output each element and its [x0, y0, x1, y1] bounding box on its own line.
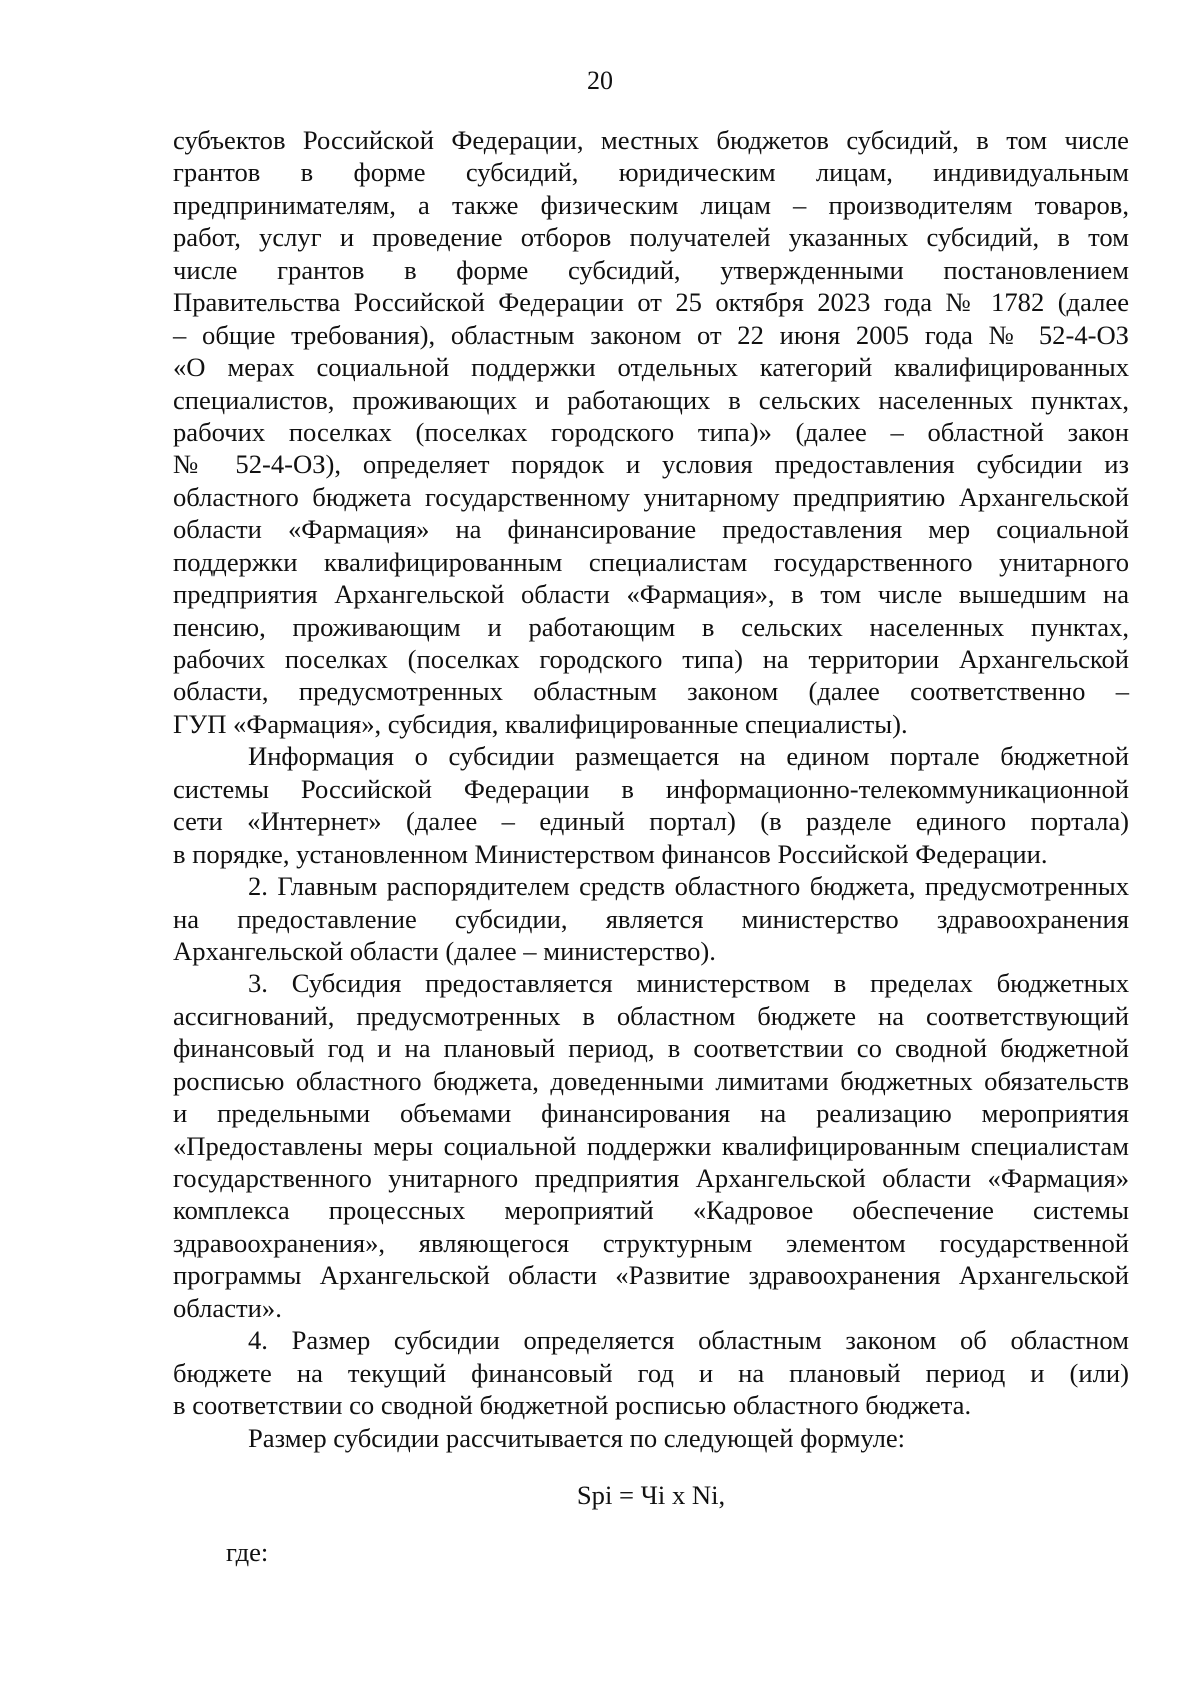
text-line: бюджете на текущий финансовый год и на плановый период и (или): [173, 1357, 1129, 1388]
text-line: сети «Интернет» (далее – единый портал) (в разделе единого портала): [173, 806, 1129, 837]
text-line: государственного унитарного предприятия Архангельской области «Фармация»: [173, 1163, 1129, 1193]
text-line: росписью областного бюджета, доведенными лимитами бюджетных обязательств: [173, 1065, 1129, 1096]
text-line: на предоставление субсидии, является министерство здравоохранения: [173, 903, 1129, 934]
page-number: 20: [587, 66, 613, 95]
text-line: Размер субсидии рассчитывается по следующей формуле:: [248, 1422, 906, 1453]
where-label: где:: [226, 1537, 269, 1568]
text-line: системы Российской Федерации в информационно-телекоммуникационной: [173, 773, 1129, 804]
formula: Spi = Чi x Ni,: [576, 1479, 726, 1510]
text-line: области».: [173, 1292, 282, 1323]
text-line: «Предоставлены меры социальной поддержки квалифицированным специалистам: [173, 1130, 1129, 1161]
paragraph: [173, 1324, 1129, 1421]
text-line: программы Архангельской области «Развитие здравоохранения Архангельской: [173, 1260, 1129, 1291]
text-line: рабочих поселках (поселках городского типа)» (далее – областной закон: [173, 416, 1129, 447]
text-line: субъектов Российской Федерации, местных бюджетов субсидий, в том числе: [173, 125, 1129, 155]
text-line: областного бюджета государственному унитарному предприятию Архангельской: [173, 481, 1129, 512]
text-line: поддержки квалифицированным специалистам государственного унитарного: [173, 546, 1129, 577]
text-line: рабочих поселках (поселках городского типа) на территории Архангельской: [173, 644, 1129, 674]
text-line: – общие требования), областным законом от 22 июня 2005 года № 52-4-ОЗ: [173, 319, 1129, 350]
text-line: в порядке, установленном Министерством финансов Российской Федерации.: [173, 838, 1048, 869]
text-line: 2. Главным распорядителем средств областного бюджета, предусмотренных: [248, 871, 1129, 902]
text-line: 4. Размер субсидии определяется областным законом об областном: [248, 1325, 1129, 1356]
text-line: и предельными объемами финансирования на реализацию мероприятия: [173, 1098, 1129, 1129]
paragraph: [173, 870, 1129, 967]
text-line: комплекса процессных мероприятий «Кадровое обеспечение системы: [173, 1195, 1129, 1226]
paragraph: [173, 967, 1129, 1324]
text-line: области «Фармация» на финансирование предоставления мер социальной: [173, 514, 1129, 545]
paragraphs-container: [173, 124, 1129, 1454]
text-line: финансовый год и на плановый период, в соответствии со сводной бюджетной: [173, 1033, 1129, 1064]
text-line: области, предусмотренных областным законом (далее соответственно –: [173, 676, 1129, 707]
text-line: в соответствии со сводной бюджетной росписью областного бюджета.: [173, 1390, 972, 1421]
paragraph: [173, 740, 1129, 870]
text-line: 3. Субсидия предоставляется министерством в пределах бюджетных: [248, 968, 1129, 999]
text-line: здравоохранения», являющегося структурным элементом государственной: [173, 1227, 1129, 1258]
text-line: Правительства Российской Федерации от 25 октября 2023 года № 1782 (далее: [173, 287, 1129, 318]
text-line: № 52-4-ОЗ), определяет порядок и условия предоставления субсидии из: [173, 449, 1129, 480]
text-line: «О мерах социальной поддержки отдельных категорий квалифицированных: [173, 352, 1129, 383]
text-line: пенсию, проживающим и работающим в сельских населенных пунктах,: [173, 611, 1129, 642]
text-line: ГУП «Фармация», субсидия, квалифицированные специалисты).: [173, 708, 908, 739]
text-line: специалистов, проживающих и работающих в сельских населенных пунктах,: [173, 384, 1129, 415]
text-line: числе грантов в форме субсидий, утвержденными постановлением: [173, 254, 1129, 285]
text-line: Информация о субсидии размещается на едином портале бюджетной: [248, 741, 1129, 772]
document-body: [173, 124, 1129, 1569]
text-line: грантов в форме субсидий, юридическим лицам, индивидуальным: [173, 157, 1129, 188]
text-line: предприятия Архангельской области «Фармация», в том числе вышедшим на: [173, 579, 1129, 610]
text-line: работ, услуг и проведение отборов получателей указанных субсидий, в том: [173, 222, 1129, 253]
text-line: Архангельской области (далее – министерство).: [173, 935, 716, 966]
text-line: предпринимателям, а также физическим лицам – производителям товаров,: [173, 189, 1129, 220]
paragraph: [173, 1422, 1129, 1454]
paragraph: [173, 124, 1129, 740]
text-line: ассигнований, предусмотренных в областном бюджете на соответствующий: [173, 1000, 1129, 1031]
